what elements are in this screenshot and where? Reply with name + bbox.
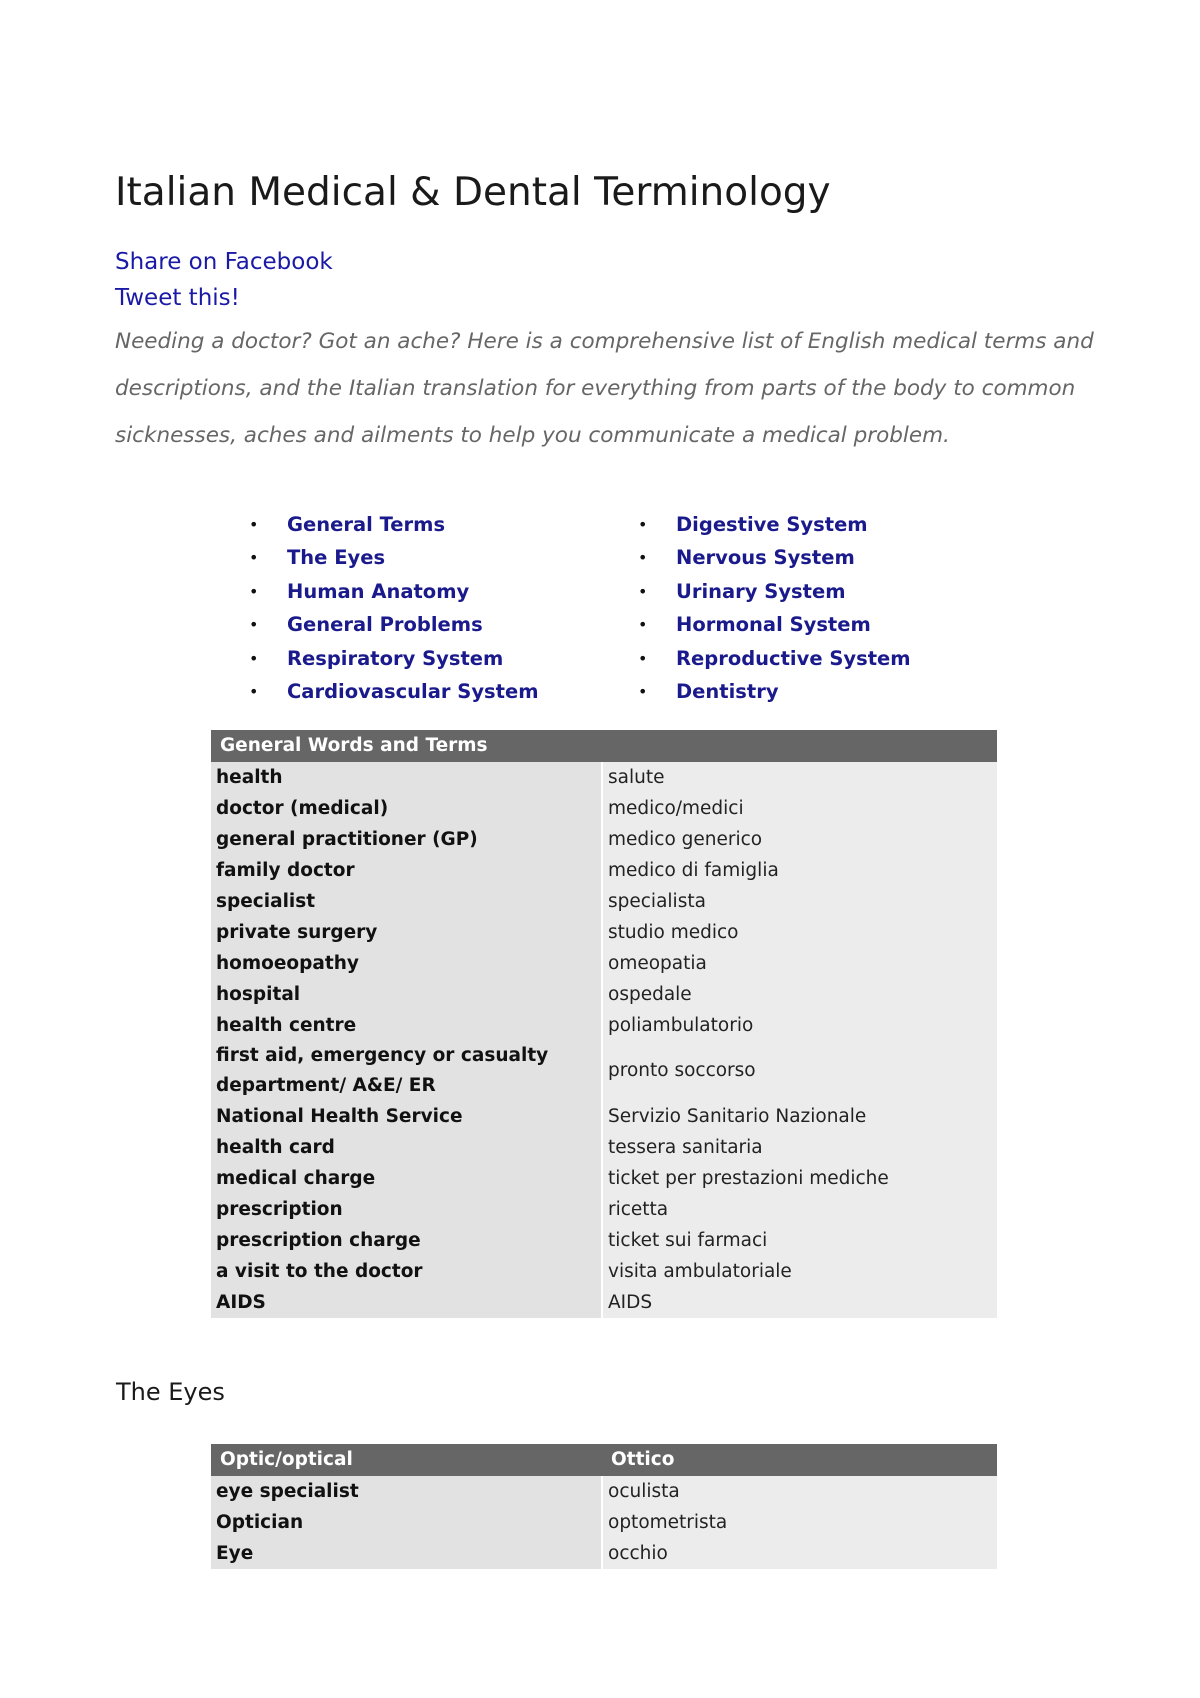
bullet-icon: • bbox=[249, 648, 259, 668]
english-term: health bbox=[211, 762, 602, 793]
table-header-row bbox=[211, 1444, 997, 1476]
table-row bbox=[211, 948, 997, 979]
intro-line: Needing a doctor? Got an ache? Here is a comprehensive list of English medical terms and bbox=[115, 329, 1094, 354]
table-row bbox=[211, 1538, 997, 1569]
italian-term: occhio bbox=[602, 1538, 997, 1569]
english-term: Eye bbox=[211, 1538, 602, 1569]
italian-term: medico di famiglia bbox=[602, 855, 997, 886]
italian-term: AIDS bbox=[602, 1287, 997, 1318]
toc-link-hormonal-system[interactable]: Hormonal System bbox=[676, 613, 871, 637]
english-term: hospital bbox=[211, 979, 602, 1010]
toc-link-general-terms[interactable]: General Terms bbox=[287, 513, 446, 536]
english-term: homoeopathy bbox=[211, 948, 602, 979]
italian-term: Servizio Sanitario Nazionale bbox=[602, 1101, 997, 1132]
intro-paragraph bbox=[115, 318, 1115, 459]
table-header-italian: Ottico bbox=[602, 1444, 997, 1476]
english-term: specialist bbox=[211, 886, 602, 917]
english-term: private surgery bbox=[211, 917, 602, 948]
toc-item bbox=[638, 608, 911, 641]
toc-link-the-eyes[interactable]: The Eyes bbox=[287, 546, 386, 570]
toc-list-right bbox=[638, 508, 911, 708]
toc-link-human-anatomy[interactable]: Human Anatomy bbox=[287, 579, 470, 603]
italian-term: ospedale bbox=[602, 979, 997, 1010]
toc-link-nervous-system[interactable]: Nervous System bbox=[676, 546, 855, 570]
bullet-icon: • bbox=[638, 515, 648, 534]
table-row bbox=[211, 793, 997, 824]
italian-term: omeopatia bbox=[602, 948, 997, 979]
toc-item bbox=[249, 508, 539, 541]
toc-item bbox=[249, 608, 539, 641]
table-row bbox=[211, 886, 997, 917]
english-term: prescription charge bbox=[211, 1225, 602, 1256]
bullet-icon: • bbox=[249, 515, 259, 534]
toc-item bbox=[638, 508, 911, 541]
italian-term: ticket sui farmaci bbox=[602, 1225, 997, 1256]
english-term: general practitioner (GP) bbox=[211, 824, 602, 855]
table-row bbox=[211, 855, 997, 886]
table-row bbox=[211, 1476, 997, 1507]
section-heading-the-eyes: The Eyes bbox=[116, 1378, 225, 1406]
italian-term: pronto soccorso bbox=[602, 1041, 997, 1101]
tweet-link[interactable]: Tweet this! bbox=[115, 285, 240, 311]
italian-term: ricetta bbox=[602, 1194, 997, 1225]
table-header: General Words and Terms bbox=[211, 730, 997, 762]
italian-term: poliambulatorio bbox=[602, 1010, 997, 1041]
toc-link-digestive-system[interactable]: Digestive System bbox=[676, 513, 868, 536]
italian-term: optometrista bbox=[602, 1507, 997, 1538]
intro-line: sicknesses, aches and ailments to help you communicate a medical problem. bbox=[115, 423, 950, 448]
english-term: National Health Service bbox=[211, 1101, 602, 1132]
table-row bbox=[211, 1041, 997, 1101]
bullet-icon: • bbox=[249, 548, 259, 568]
italian-term: visita ambulatoriale bbox=[602, 1256, 997, 1287]
table-row bbox=[211, 762, 997, 793]
italian-term: medico/medici bbox=[602, 793, 997, 824]
bullet-icon: • bbox=[249, 615, 259, 635]
general-terms-table bbox=[211, 730, 997, 1318]
toc-item bbox=[249, 675, 539, 708]
toc-item bbox=[638, 675, 911, 708]
bullet-icon: • bbox=[638, 581, 648, 601]
toc-link-general-problems[interactable]: General Problems bbox=[287, 613, 483, 637]
toc-item bbox=[638, 575, 911, 608]
italian-term: studio medico bbox=[602, 917, 997, 948]
italian-term: oculista bbox=[602, 1476, 997, 1507]
english-term: eye specialist bbox=[211, 1476, 602, 1507]
toc-item bbox=[638, 541, 911, 574]
table-row bbox=[211, 1287, 997, 1318]
bullet-icon: • bbox=[638, 548, 648, 568]
table-row bbox=[211, 1163, 997, 1194]
italian-term: specialista bbox=[602, 886, 997, 917]
english-term: health card bbox=[211, 1132, 602, 1163]
table-row bbox=[211, 1507, 997, 1538]
table-header-english: Optic/optical bbox=[211, 1444, 602, 1476]
toc-link-cardiovascular-system[interactable]: Cardiovascular System bbox=[287, 679, 539, 703]
italian-term: medico generico bbox=[602, 824, 997, 855]
toc-link-urinary-system[interactable]: Urinary System bbox=[676, 579, 846, 603]
table-row bbox=[211, 1101, 997, 1132]
english-term: first aid, emergency or casualty department/ A&E/ ER bbox=[211, 1041, 602, 1101]
bullet-icon: • bbox=[638, 615, 648, 635]
toc-list-left bbox=[249, 508, 539, 708]
intro-line: descriptions, and the Italian translation for everything from parts of the body to common bbox=[115, 376, 1076, 401]
toc-item bbox=[638, 642, 911, 675]
page-title: Italian Medical & Dental Terminology bbox=[115, 170, 831, 215]
table-header-row bbox=[211, 730, 997, 762]
table-row bbox=[211, 1225, 997, 1256]
share-facebook-link[interactable]: Share on Facebook bbox=[115, 249, 333, 275]
table-row bbox=[211, 979, 997, 1010]
table-row bbox=[211, 917, 997, 948]
english-term: a visit to the doctor bbox=[211, 1256, 602, 1287]
toc-link-respiratory-system[interactable]: Respiratory System bbox=[287, 646, 504, 670]
bullet-icon: • bbox=[249, 581, 259, 601]
english-term: AIDS bbox=[211, 1287, 602, 1318]
english-term: Optician bbox=[211, 1507, 602, 1538]
table-row bbox=[211, 1132, 997, 1163]
bullet-icon: • bbox=[638, 648, 648, 668]
english-term: doctor (medical) bbox=[211, 793, 602, 824]
italian-term: tessera sanitaria bbox=[602, 1132, 997, 1163]
bullet-icon: • bbox=[249, 681, 259, 701]
english-term: prescription bbox=[211, 1194, 602, 1225]
table-row bbox=[211, 824, 997, 855]
table-row bbox=[211, 1010, 997, 1041]
toc-item bbox=[249, 642, 539, 675]
english-term: medical charge bbox=[211, 1163, 602, 1194]
eyes-terms-table bbox=[211, 1444, 997, 1569]
italian-term: salute bbox=[602, 762, 997, 793]
table-row bbox=[211, 1256, 997, 1287]
toc-link-reproductive-system[interactable]: Reproductive System bbox=[676, 646, 911, 670]
toc-item bbox=[249, 541, 539, 574]
english-term: health centre bbox=[211, 1010, 602, 1041]
bullet-icon: • bbox=[638, 681, 648, 701]
italian-term: ticket per prestazioni mediche bbox=[602, 1163, 997, 1194]
english-term: family doctor bbox=[211, 855, 602, 886]
toc-link-dentistry[interactable]: Dentistry bbox=[676, 679, 779, 703]
table-row bbox=[211, 1194, 997, 1225]
toc-item bbox=[249, 575, 539, 608]
